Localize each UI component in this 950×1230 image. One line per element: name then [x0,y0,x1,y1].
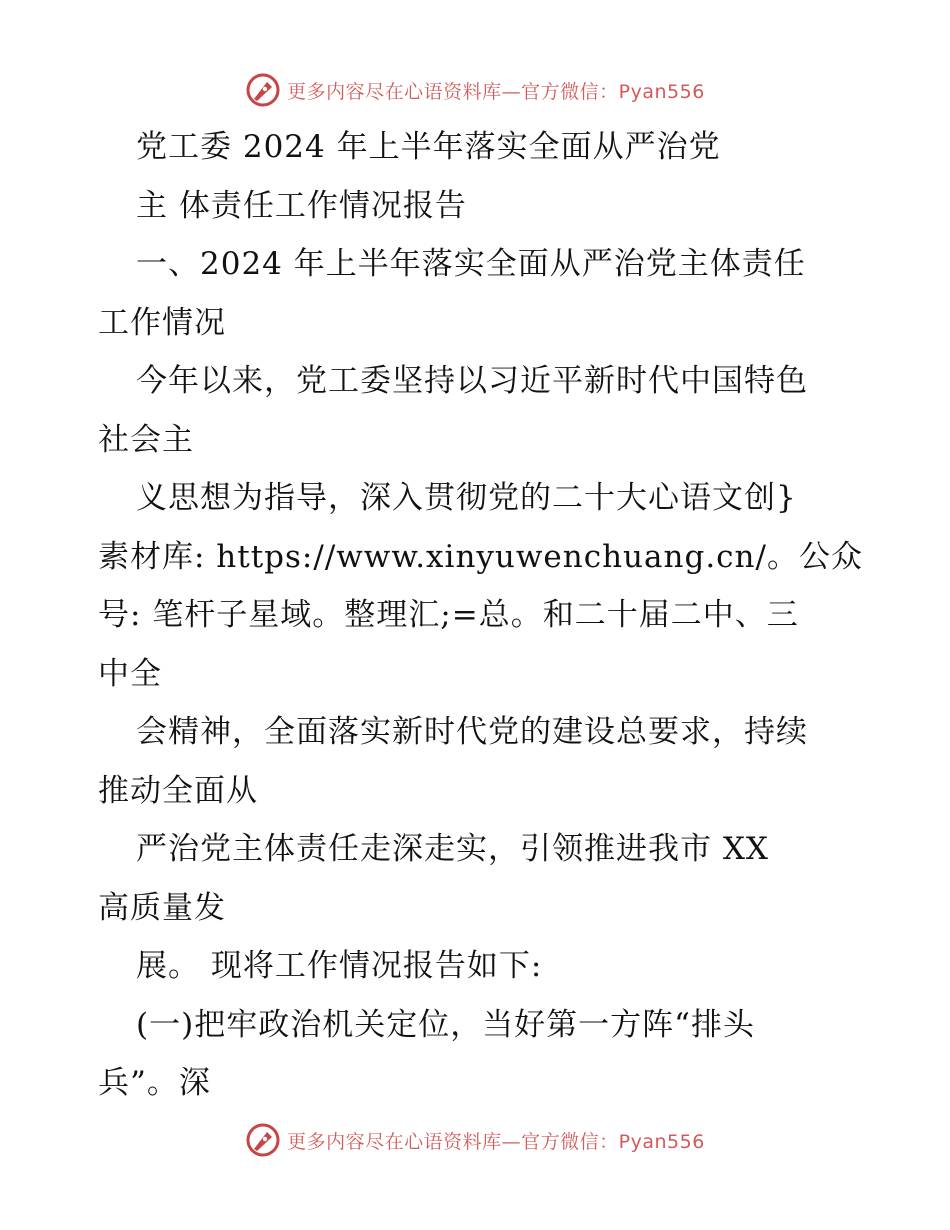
paragraph-line: 中全 [98,655,162,692]
paragraph-line: 展。 现将工作情况报告如下: [136,948,543,984]
paragraph-line: 义思想为指导，深入贯彻党的二十大心语文创} [136,480,797,516]
document-body [98,118,863,1113]
paragraph-line: 今年以来，党工委坚持以习近平新时代中国特色 [136,363,808,399]
watermark-text: 更多内容尽在心语资料库—官方微信：Pyan556 [287,80,705,103]
paragraph-line: 工作情况 [98,304,226,341]
paragraph-line: 素材库: https://www.xinyuwenchuang.cn/。公众 [98,538,863,575]
paragraph-line: 主 体责任工作情况报告 [136,187,467,224]
paragraph-line: (一)把牢政治机关定位，当好第一方阵“排头 [136,1006,756,1043]
paragraph-line: 兵”。深 [98,1065,211,1101]
paragraph-line: 党工委 2024 年上半年落实全面从严治党 [136,129,721,165]
header-watermark-banner [0,70,950,110]
watermark-handle: Pyan556 [618,80,705,103]
watermark-text: 更多内容尽在心语资料库—官方微信：Pyan556 [287,1130,705,1153]
paragraph-line: 高质量发 [98,889,226,926]
footer-watermark-banner [0,1120,950,1160]
pen-nib-logo-icon [245,72,281,108]
paragraph-line: 推动全面从 [98,772,258,809]
watermark-handle: Pyan556 [618,1130,705,1153]
paragraph-line: 会精神，全面落实新时代党的建设总要求，持续 [136,714,808,750]
paragraph-line: 一、2024 年上半年落实全面从严治党主体责任 [136,246,806,282]
paragraph-line: 社会主 [98,421,194,458]
pen-nib-logo-icon [245,1122,281,1158]
paragraph-line: 号: 笔杆子星域。整理汇;=总。和二十届二中、三 [98,597,799,633]
paragraph-line: 严治党主体责任走深走实，引领推进我市 XX [136,831,769,867]
